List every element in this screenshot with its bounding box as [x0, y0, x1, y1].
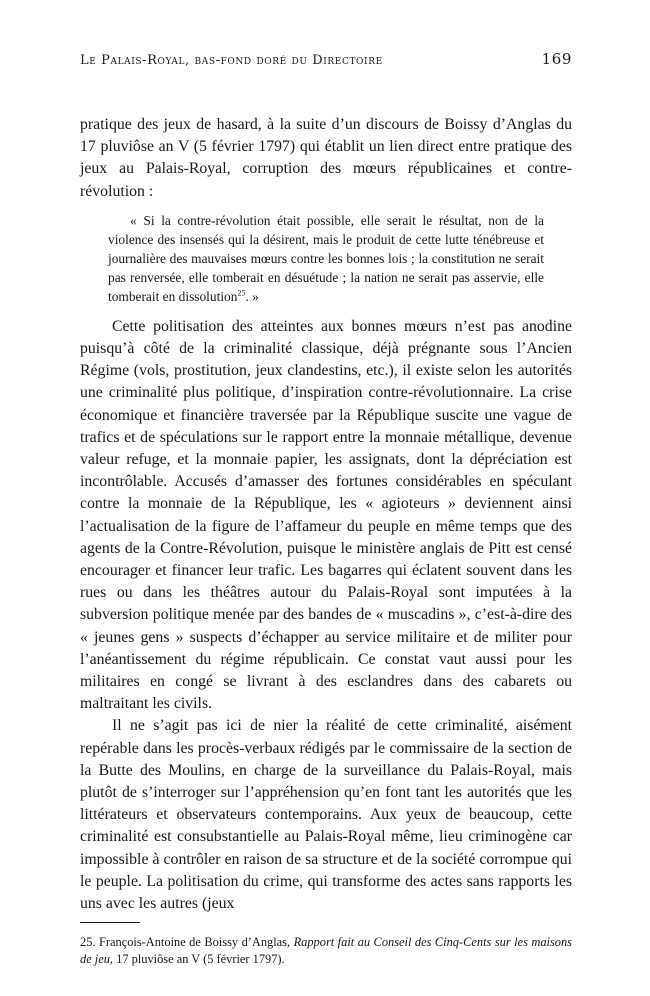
footnote-author: François-Antoine de Boissy d’Anglas, [98, 935, 291, 949]
paragraph-1: pratique des jeux de hasard, à la suite d’un discours de Boissy d’Anglas du 17 pluviôse an V (5 février 1797) qui établit un lien direct entre pratique des jeux au Palais-Royal, corruption des mœurs républicaines et contre-révolution : [80, 116, 572, 200]
quote-text: « Si la contre-révolution était possible, elle serait le résultat, non de la violence des insensés qui la désirent, mais le produit de cette lutte ténébreuse et journalière des mauvaises mœurs contre les bonnes lois ; la constitution ne serait pas renversée, elle tomberait en désuétude ; la nation ne serait pas asservie, elle tomberait en dissolution [108, 212, 544, 304]
quote-end: . » [245, 288, 259, 304]
paragraph-3: Il ne s’agit pas ici de nier la réalité de cette criminalité, aisément repérable dans les procès-verbaux rédigés par le commissaire de la section de la Butte des Moulins, en charge de la surveillance du Palais-Royal, mais plutôt de s’interroger sur l’appréhension qu’en font tant les autorités que les littérateurs et observateurs contemporains. Aux yeux de beaucoup, cette criminalité est consubstantielle au Palais-Royal même, lieu criminogène car impossible à contrôler en raison de sa structure et de la société corrompue qui le peuple. La politisation du crime, qui transforme des actes sans rapports les uns avec les autres (jeux [80, 717, 572, 913]
footnote-date: 17 pluviôse an V (5 février 1797). [116, 952, 285, 966]
paragraph-2: Cette politisation des atteintes aux bonnes mœurs n’est pas anodine puisqu’à côté de la criminalité classique, déjà prégnante sous l’Ancien Régime (vols, prostitution, jeux clandestins, etc.), il existe selon les autorités une criminalité plus politique, d’inspiration contre-révolutionnaire. La crise économique et financière traversée par la République suscite une vague de trafics et de spéculations sur le rapport entre la monnaie métallique, devenue valeur refuge, et la monnaie papier, les assignats, dont la dépréciation est incontrôlable. Accusés d’amasser des fortunes considérables en spéculant contre la monnaie de la République, les « agioteurs » deviennent ainsi l’actualisation de la figure de l’affameur du peuple en même temps que des agents de la Contre-Révolution, puisque le ministère anglais de Pitt est censé encourager et financer leur trafic. Les bagarres qui éclatent souvent dans les rues ou dans les théâtres autour du Palais-Royal sont imputées à la subversion politique menée par des bandes de « muscadins », c’est-à-dire des « jeunes gens » suspects d’échapper au service militaire et de militer pour l’anéantissement du régime républicain. Ce constat vaut aussi pour les militaires en congé se livrant à des esclandres dans des cabarets ou maltraitant les civils. [80, 317, 572, 713]
footnote-number: 25. [80, 935, 96, 949]
footnote-divider [80, 922, 140, 923]
page-number: 169 [541, 50, 572, 68]
book-page [80, 50, 573, 966]
running-head [80, 50, 572, 72]
footnote-reference: 25 [237, 288, 246, 298]
footnote-work-title: Rapport fait au Conseil des Cinq-Cents sur les maisons de jeu, [80, 935, 573, 966]
running-head-title: Le Palais-Royal, bas-fond doré du Directoire [80, 53, 383, 68]
block-quote [108, 211, 544, 306]
footnote-25 [80, 934, 572, 968]
body-text [80, 114, 572, 915]
